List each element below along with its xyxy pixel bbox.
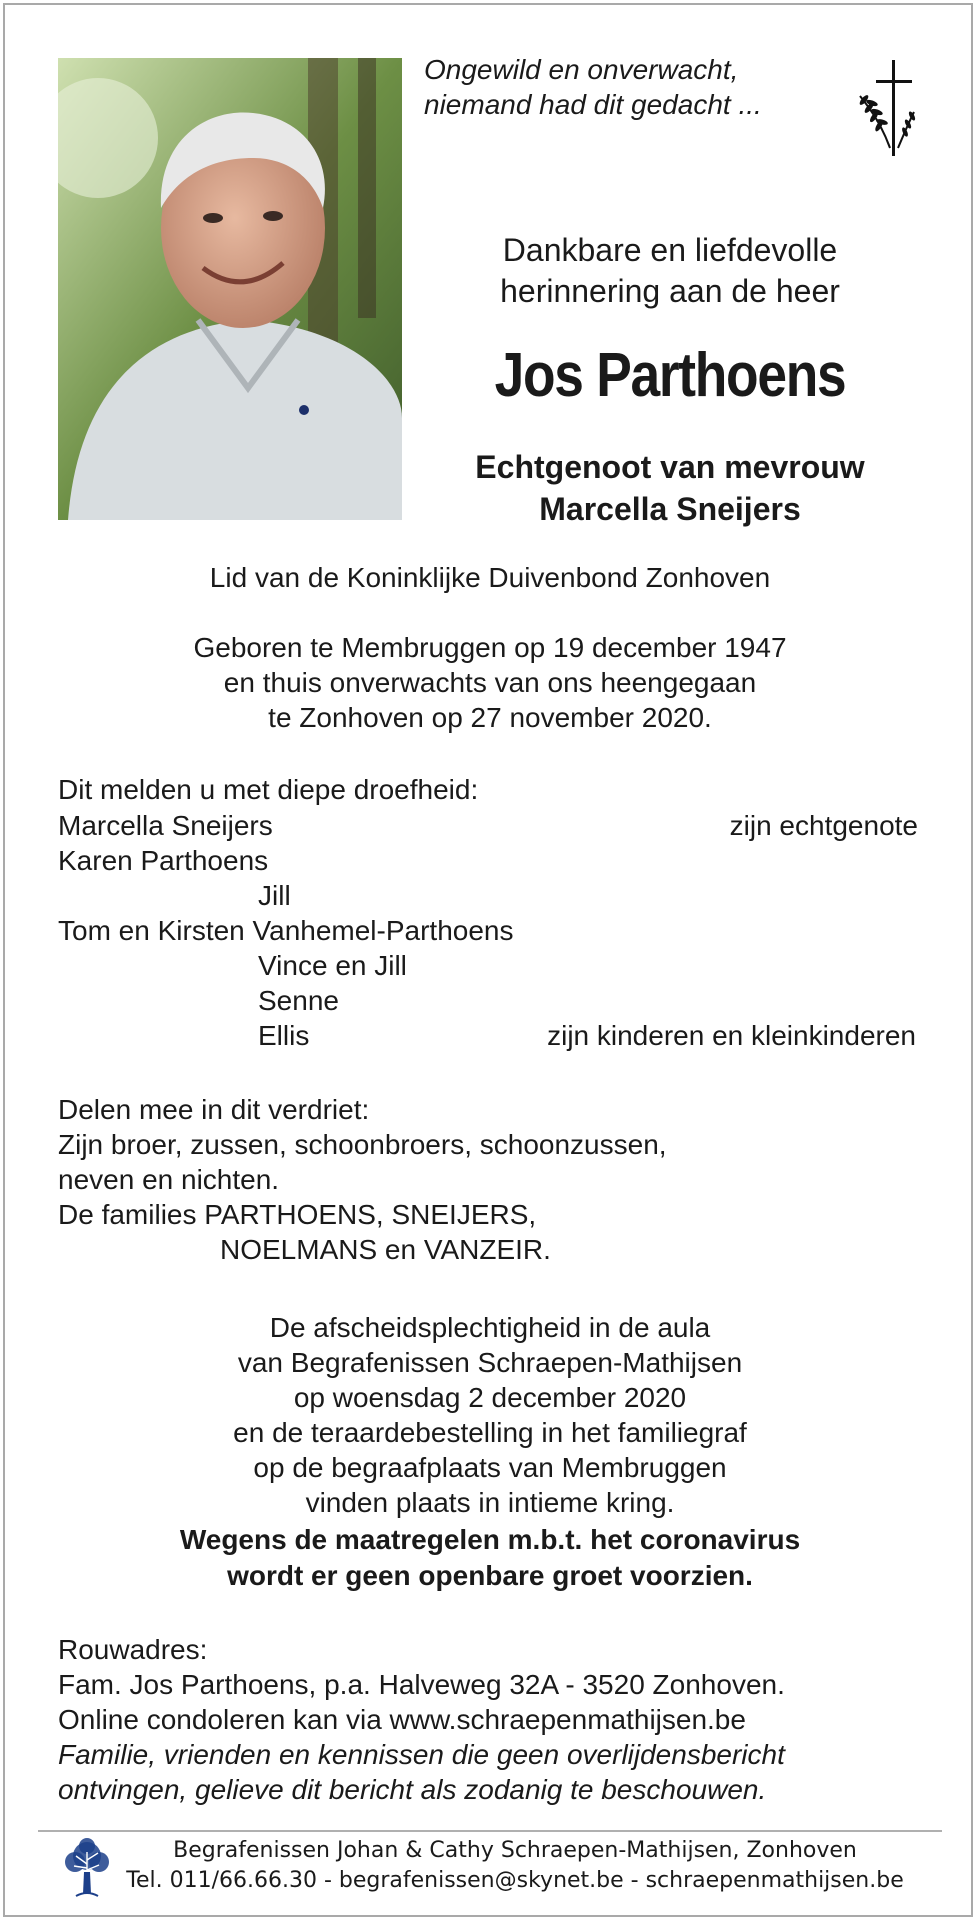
quote-line: niemand had dit gedacht ... (424, 89, 762, 120)
corona-line: Wegens de maatregelen m.b.t. het coronavirus (179, 1524, 801, 1555)
address-line: Fam. Jos Parthoens, p.a. Halveweg 32A - 3520 Zonhoven. (58, 1669, 785, 1700)
ceremony-line: van Begrafenissen Schraepen-Mathijsen (237, 1347, 743, 1378)
birth-line: te Zonhoven op 27 november 2020. (268, 702, 712, 733)
birth-info (0, 630, 980, 735)
birth-line: Geboren te Membruggen op 19 december 1947 (193, 632, 787, 663)
family-grandchild: Senne (258, 985, 339, 1016)
ceremony-info (0, 1310, 980, 1520)
family-intro: Dit melden u met diepe droefheid: (58, 774, 479, 805)
family-child: Tom en Kirsten Vanhemel-Parthoens (58, 915, 514, 946)
ceremony-line: vinden plaats in intieme kring. (305, 1487, 675, 1518)
spouse-line: Echtgenoot van mevrouw (475, 449, 865, 485)
opening-quote (424, 52, 844, 122)
ceremony-line: en de teraardebestelling in het familiegraf (233, 1417, 747, 1448)
family-grandchild: Ellis (258, 1020, 310, 1051)
ceremony-line: op woensdag 2 december 2020 (293, 1382, 687, 1413)
share-line: De families PARTHOENS, SNEIJERS, (58, 1199, 537, 1230)
family-child: Karen Parthoens (58, 845, 269, 876)
spouse-info (420, 446, 920, 530)
family-grandchild: Vince en Jill (258, 950, 407, 981)
mourning-address (58, 1632, 938, 1807)
footer-line: Begrafenissen Johan & Cathy Schraepen-Mathijsen, Zonhoven (173, 1838, 857, 1863)
share-line: Zijn broer, zussen, schoonbroers, schoonzussen, (58, 1129, 667, 1160)
family-spouse-name: Marcella Sneijers (58, 810, 273, 841)
family-grandchild: Jill (258, 880, 291, 911)
membership: Lid van de Koninklijke Duivenbond Zonhoven (209, 562, 771, 593)
address-note-line: ontvingen, gelieve dit bericht als zodanig te beschouwen. (58, 1774, 767, 1805)
family-children-role: zijn kinderen en kleinkinderen (547, 1020, 916, 1051)
portrait-photo (58, 58, 402, 520)
cross-with-wheat-icon (852, 56, 932, 160)
ceremony-line: op de begraafplaats van Membruggen (253, 1452, 727, 1483)
intro-text (430, 230, 910, 312)
share-line: Delen mee in dit verdriet: (58, 1094, 370, 1125)
deceased-name: Jos Parthoens (494, 341, 846, 410)
intro-line: herinnering aan de heer (500, 273, 840, 309)
footer-divider (38, 1830, 942, 1832)
share-line: NOELMANS en VANZEIR. (220, 1234, 551, 1265)
spouse-line: Marcella Sneijers (539, 491, 801, 527)
family-spouse-role: zijn echtgenote (729, 810, 918, 841)
address-label: Rouwadres: (58, 1634, 208, 1665)
footer-line: Tel. 011/66.66.30 - begrafenissen@skynet.be - schraepenmathijsen.be (126, 1868, 904, 1893)
intro-line: Dankbare en liefdevolle (502, 232, 838, 268)
address-note-line: Familie, vrienden en kennissen die geen overlijdensbericht (58, 1739, 785, 1770)
birth-line: en thuis onverwachts van ons heengegaan (223, 667, 757, 698)
ceremony-line: De afscheidsplechtigheid in de aula (269, 1312, 711, 1343)
corona-line: wordt er geen openbare groet voorzien. (227, 1560, 753, 1591)
online-condolence: Online condoleren kan via www.schraepenmathijsen.be (58, 1704, 746, 1735)
share-line: neven en nichten. (58, 1164, 280, 1195)
quote-line: Ongewild en onverwacht, (424, 54, 739, 85)
funeral-home-info (120, 1836, 910, 1896)
corona-notice (0, 1522, 980, 1594)
tree-logo-icon (62, 1838, 112, 1900)
